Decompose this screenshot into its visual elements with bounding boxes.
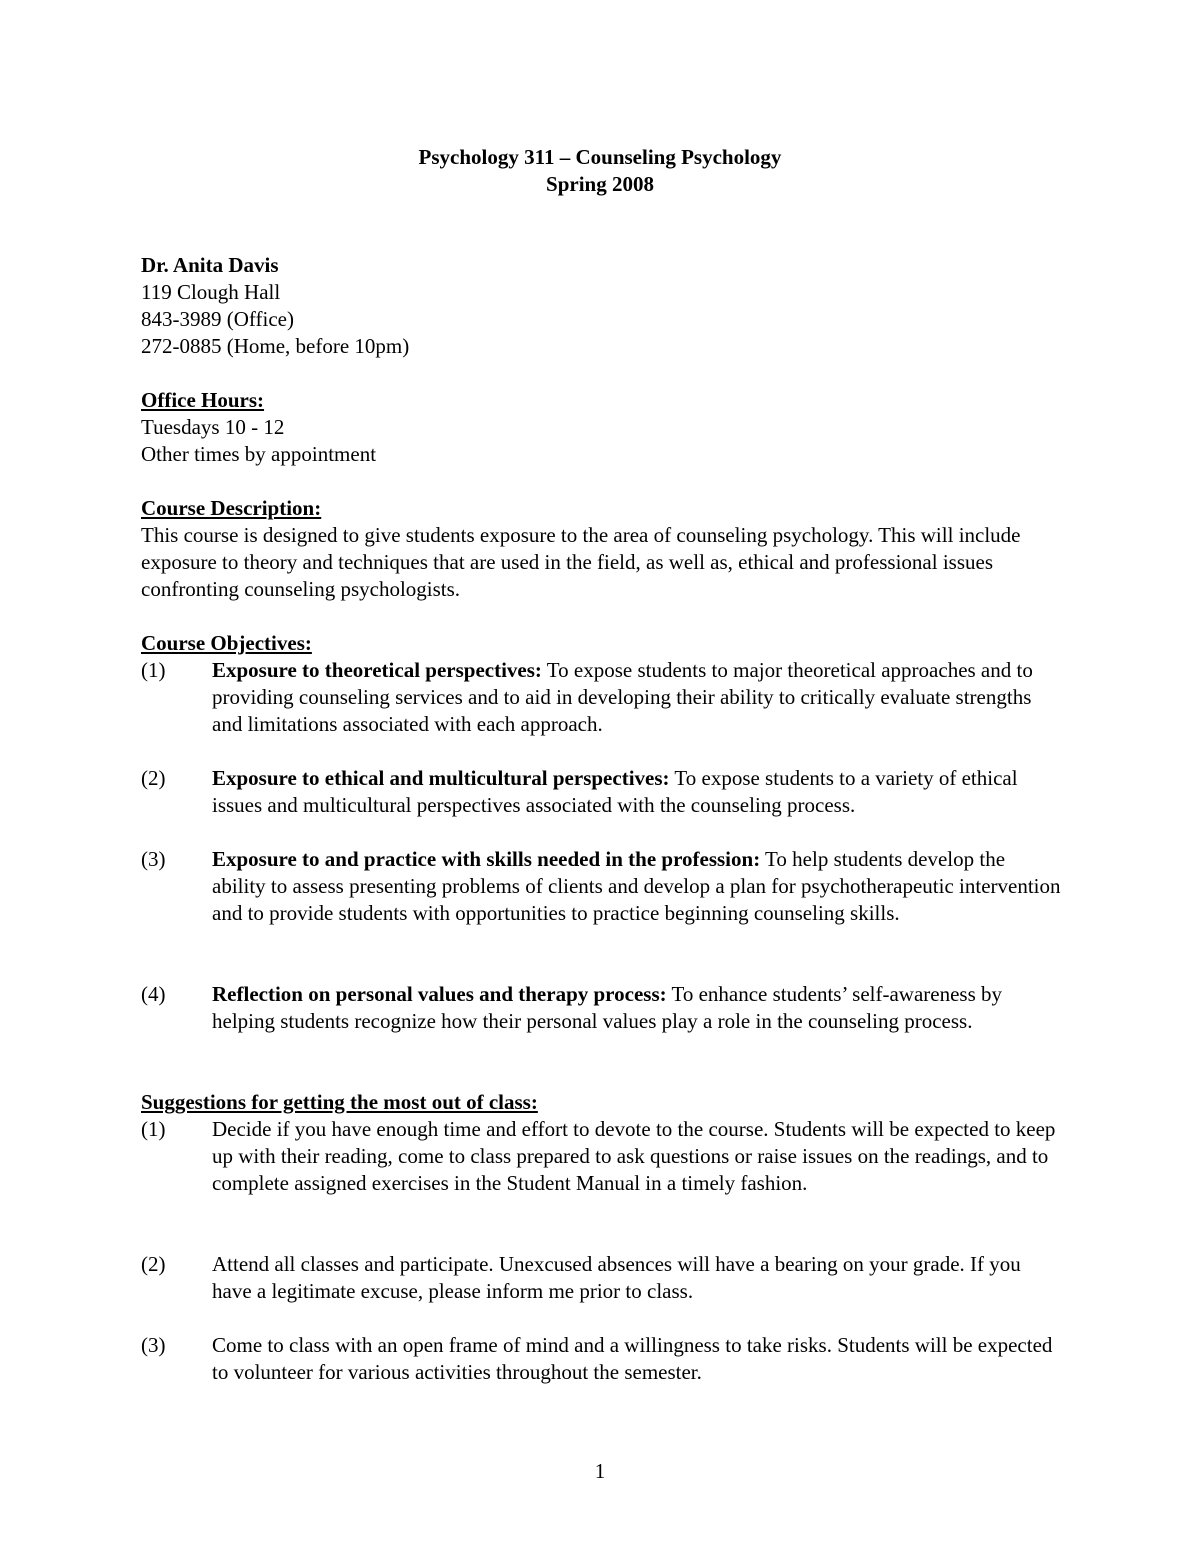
office-hours-section: [141, 387, 1061, 468]
suggestion-text: Come to class with an open frame of mind and a willingness to take risks. Students will be expected to volunteer for various activities throughout the semester.: [212, 1333, 1053, 1384]
course-title: Psychology 311 – Counseling Psychology: [418, 145, 782, 169]
suggestion-text: Attend all classes and participate. Unexcused absences will have a bearing on your grade. If you have a legitimate excuse, please inform me prior to class.: [212, 1252, 1021, 1303]
suggestion-number: (2): [141, 1252, 166, 1276]
instructor-office-phone: 843-3989 (Office): [141, 307, 294, 331]
office-hours-line: Tuesdays 10 - 12: [141, 415, 285, 439]
office-hours-line: Other times by appointment: [141, 442, 377, 466]
course-description-section: [141, 495, 1061, 603]
objective-number: (1): [141, 658, 166, 682]
objective-lead: Exposure to and practice with skills needed in the profession:: [212, 847, 761, 871]
office-hours-heading: Office Hours:: [141, 388, 265, 412]
objective-number: (4): [141, 982, 166, 1006]
instructor-info: [141, 252, 1061, 360]
document-title: [0, 144, 1200, 198]
instructor-name: Dr. Anita Davis: [141, 253, 279, 277]
objective-lead: Exposure to ethical and multicultural perspectives:: [212, 766, 670, 790]
instructor-office: 119 Clough Hall: [141, 280, 281, 304]
course-description-heading: Course Description:: [141, 496, 322, 520]
objective-number: (2): [141, 766, 166, 790]
suggestions-heading: Suggestions for getting the most out of class:: [141, 1090, 538, 1114]
page-number: 1: [594, 1459, 606, 1483]
objective-text: [212, 657, 1062, 738]
suggestion-text: Decide if you have enough time and effort to devote to the course. Students will be expected to keep up with their reading, come to class prepared to ask questions or raise issues on the readings, and to complete assigned exercises in the Student Manual in a timely fashion.: [212, 1117, 1056, 1195]
suggestions-heading-wrap: [141, 1089, 1061, 1116]
objective-text: [212, 981, 1062, 1035]
suggestion-number: (1): [141, 1117, 166, 1141]
suggestion-number: (3): [141, 1333, 166, 1357]
objective-body: To enhance students’ self-awareness by helping students recognize how their personal values play a role in the counseling process.: [212, 982, 1002, 1033]
objective-body: To expose students to major theoretical approaches and to providing counseling services and to aid in developing their ability to critically evaluate strengths and limitations associated with each approach.: [212, 658, 1033, 736]
objective-body: To expose students to a variety of ethical issues and multicultural perspectives associated with the counseling process.: [212, 766, 1018, 817]
course-description-text: This course is designed to give students exposure to the area of counseling psychology. This will include exposure to theory and techniques that are used in the field, as well as, ethical and professional issues confronting counseling psychologists.: [141, 523, 1021, 601]
objective-lead: Reflection on personal values and therapy process:: [212, 982, 667, 1006]
instructor-home-phone: 272-0885 (Home, before 10pm): [141, 334, 410, 358]
course-term: Spring 2008: [546, 172, 654, 196]
objective-text: [212, 846, 1062, 927]
course-objectives-heading: Course Objectives:: [141, 631, 312, 655]
objective-lead: Exposure to theoretical perspectives:: [212, 658, 542, 682]
course-objectives-heading-wrap: [141, 630, 1061, 657]
objective-body: To help students develop the ability to assess presenting problems of clients and develop a plan for psychotherapeutic intervention and to provide students with opportunities to practice beginning counseling skills.: [212, 847, 1061, 925]
objective-number: (3): [141, 847, 166, 871]
objective-text: [212, 765, 1062, 819]
